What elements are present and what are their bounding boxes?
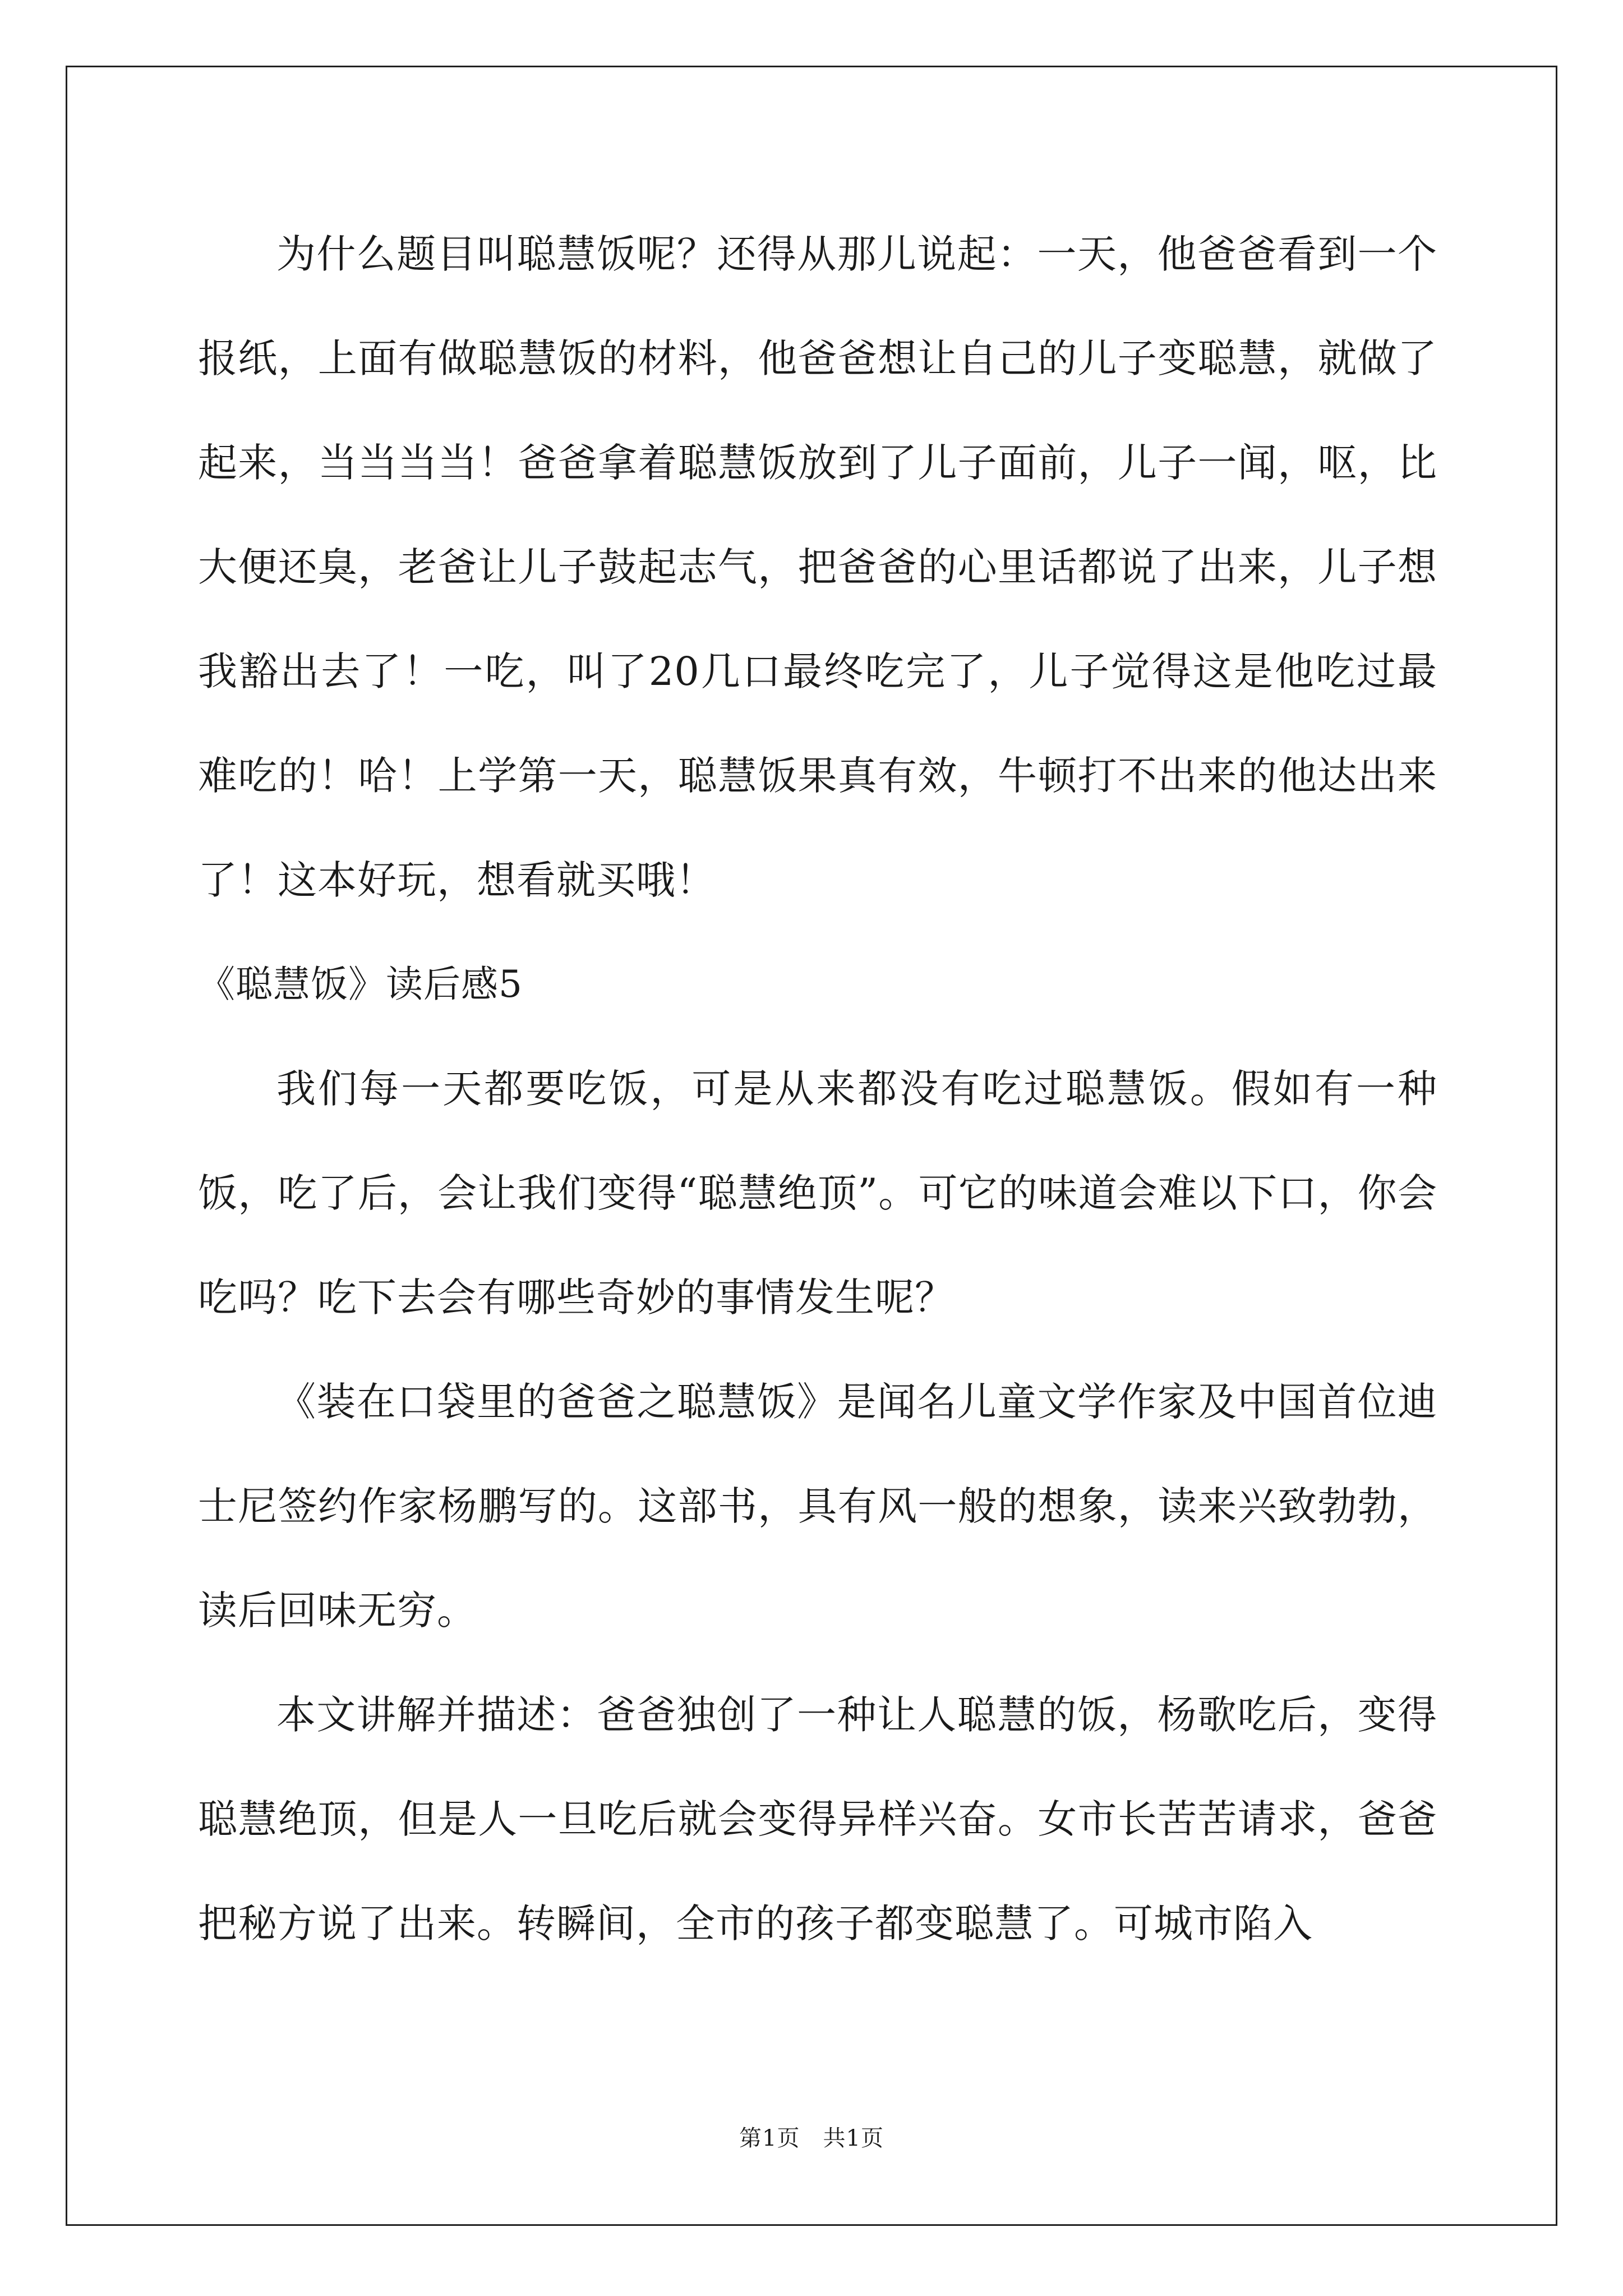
document-body (198, 202, 1437, 1976)
paragraph-3: 《装在口袋里的爸爸之聪慧饭》是闻名儿童文学作家及中国首位迪士尼签约作家杨鹏写的。这部书，具有风一般的想象，读来兴致勃勃，读后回味无穷。 (198, 1379, 1437, 1634)
paragraph-2: 我们每一天都要吃饭，可是从来都没有吃过聪慧饭。假如有一种饭，吃了后，会让我们变得“聪慧绝顶”。可它的味道会难以下口，你会吃吗？吃下去会有哪些奇妙的事情发生呢？ (198, 1066, 1437, 1320)
section-heading: 《聪慧饭》读后感5 (198, 963, 523, 1006)
page-footer: 第1页 共1页 (739, 2125, 884, 2151)
paragraph-4: 本文讲解并描述：爸爸独创了一种让人聪慧的饭，杨歌吃后，变得聪慧绝顶，但是人一旦吃后就会变得异样兴奋。女市长苦苦请求，爸爸把秘方说了出来。转瞬间，全市的孩子都变聪慧了。可城市陷入 (198, 1692, 1437, 1947)
paragraph-1: 为什么题目叫聪慧饭呢？还得从那儿说起：一天，他爸爸看到一个报纸，上面有做聪慧饭的材料，他爸爸想让自己的儿子变聪慧，就做了起来，当当当当！爸爸拿着聪慧饭放到了儿子面前，儿子一闻，呕，比大便还臭，老爸让儿子鼓起志气，把爸爸的心里话都说了出来，儿子想我豁出去了！一吃，叫了20几口最终吃完了，儿子觉得这是他吃过最难吃的！哈！上学第一天，聪慧饭果真有效，牛顿打不出来的他达出来了！这本好玩，想看就买哦！ (198, 231, 1437, 903)
